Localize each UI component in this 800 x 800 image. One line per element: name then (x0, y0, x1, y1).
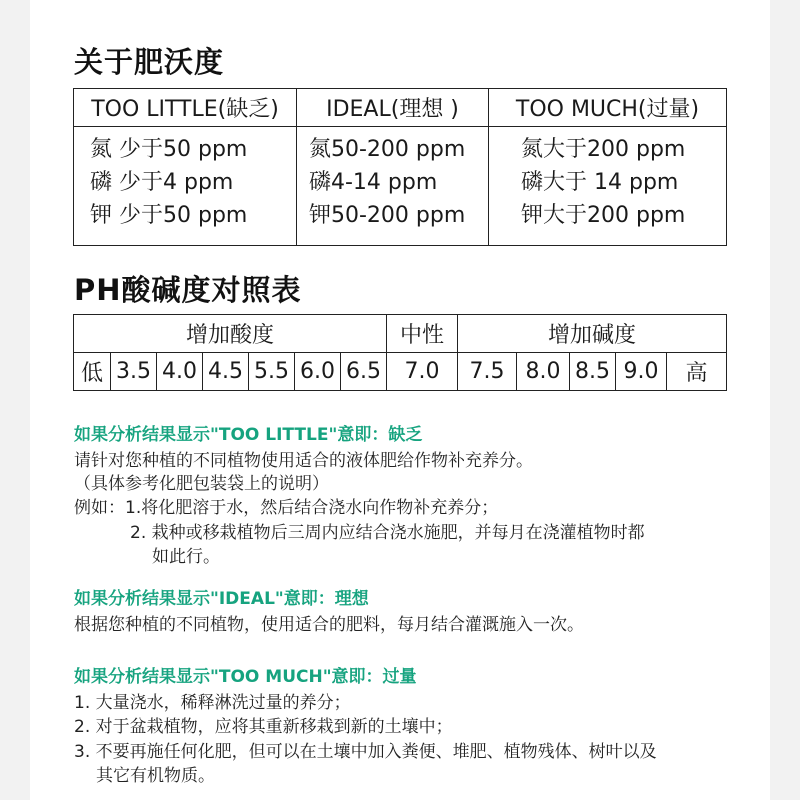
too-much-line: 1. 大量浇水，稀释淋洗过量的养分； (74, 693, 351, 713)
ph-value: 6.5 (341, 353, 387, 391)
too-little-p: 磷 少于4 ppm (90, 170, 234, 195)
ph-low: 低 (74, 353, 111, 391)
header-too-much: TOO MUCH(过量) (489, 89, 727, 127)
header-ideal: IDEAL(理想 ) (297, 89, 489, 127)
too-much-line: 2. 对于盆栽植物，应将其重新移栽到新的土壤中； (74, 717, 453, 737)
ideal-k: 钾50-200 ppm (309, 203, 466, 228)
ph-value: 9.0 (616, 353, 667, 391)
header-too-little: TOO LITTLE(缺乏) (74, 89, 297, 127)
too-much-k: 钾大于200 ppm (521, 203, 686, 228)
ph-title: PH酸碱度对照表 (74, 273, 302, 307)
ph-alkaline-label: 增加碱度 (458, 315, 727, 353)
ideal-n: 氮50-200 ppm (309, 137, 466, 162)
too-much-p: 磷大于 14 ppm (521, 170, 679, 195)
ideal-p: 磷4-14 ppm (309, 170, 438, 195)
ph-value: 3.5 (111, 353, 157, 391)
ideal-line: 根据您种植的不同植物，使用适合的肥料，每月结合灌溉施入一次。 (74, 615, 584, 635)
too-little-title: 如果分析结果显示"TOO LITTLE"意即：缺乏 (74, 425, 423, 445)
too-little-line: 请针对您种植的不同植物使用适合的液体肥给作物补充养分。 (74, 451, 533, 471)
too-little-cell (74, 127, 297, 246)
ph-value: 5.5 (249, 353, 295, 391)
too-much-line: 3. 不要再施任何化肥，但可以在土壤中加入粪便、堆肥、植物残体、树叶以及 (74, 742, 657, 762)
ph-neutral-value: 7.0 (387, 353, 458, 391)
fertility-body-row (74, 127, 727, 246)
fertility-header-row (74, 89, 727, 127)
fertility-title: 关于肥沃度 (74, 45, 225, 79)
ph-value: 6.0 (295, 353, 341, 391)
ph-value: 8.0 (517, 353, 570, 391)
too-much-n: 氮大于200 ppm (521, 137, 686, 162)
too-little-line: 例如：1.将化肥溶于水，然后结合浇水向作物补充养分； (74, 498, 499, 518)
too-much-title: 如果分析结果显示"TOO MUCH"意即：过量 (74, 667, 417, 687)
too-little-line: （具体参考化肥包装袋上的说明） (74, 474, 329, 494)
ideal-title: 如果分析结果显示"IDEAL"意即：理想 (74, 589, 369, 609)
fertility-table (73, 88, 727, 246)
ph-value: 7.5 (458, 353, 517, 391)
too-little-line: 2. 栽种或移栽植物后三周内应结合浇水施肥，并每月在浇灌植物时都 (130, 523, 645, 543)
ph-acid-label: 增加酸度 (74, 315, 387, 353)
ph-high: 高 (667, 353, 727, 391)
ph-value: 4.0 (157, 353, 203, 391)
too-much-cell (489, 127, 727, 246)
ph-header-row (74, 315, 727, 353)
ph-value-row (74, 353, 727, 391)
too-little-line: 如此行。 (152, 547, 220, 567)
document-page (30, 0, 770, 800)
ph-value: 8.5 (570, 353, 616, 391)
ph-neutral-label: 中性 (387, 315, 458, 353)
ph-value: 4.5 (203, 353, 249, 391)
ph-table (73, 314, 727, 391)
too-little-n: 氮 少于50 ppm (90, 137, 248, 162)
too-little-k: 钾 少于50 ppm (90, 203, 248, 228)
too-much-line: 其它有机物质。 (96, 766, 215, 786)
ideal-cell (297, 127, 489, 246)
